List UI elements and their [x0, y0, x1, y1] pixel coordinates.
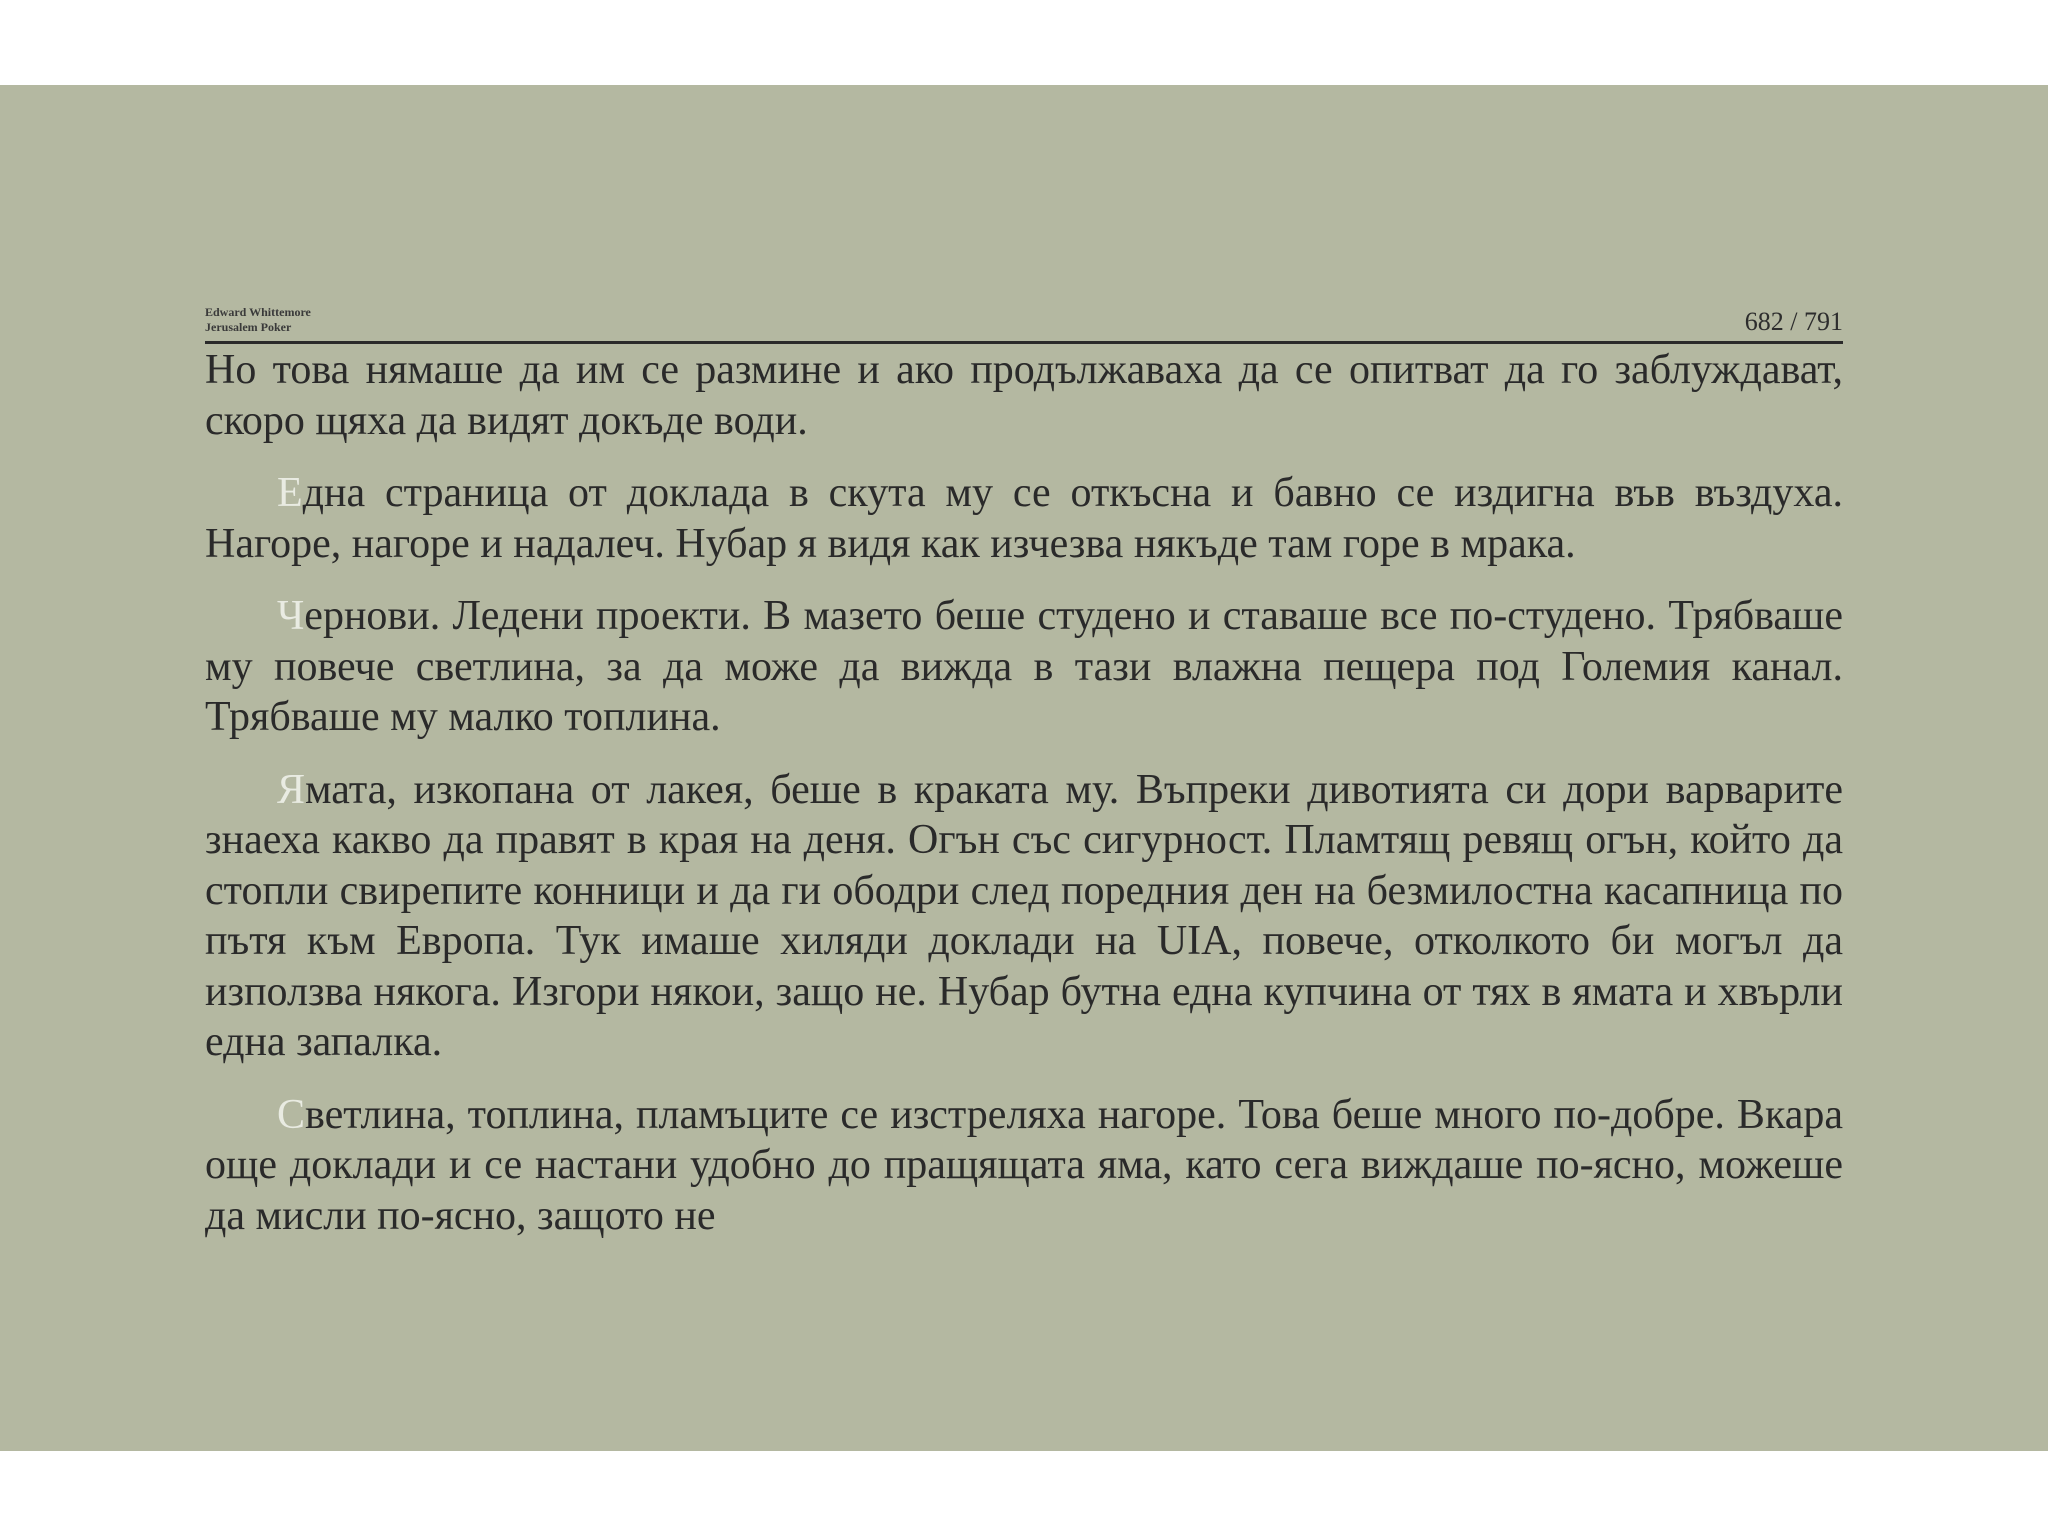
reader-page[interactable] [0, 85, 2048, 1451]
text-body [205, 345, 1843, 1263]
paragraph [205, 468, 1843, 569]
paragraph-text: ветлина, топлина, пламъците се изстреляха нагоре. Това беше много по-добре. Вкара още доклади и се настани удобно до пращящата яма, като сега виждаше по-ясно, можеше да мисли по-ясно, защото не [205, 1091, 1843, 1239]
book-title: Jerusalem Poker [205, 320, 292, 334]
paragraph-initial: С [277, 1091, 306, 1138]
page-header [205, 220, 1843, 344]
paragraph-text: мата, изкопана от лакея, беше в краката му. Въпреки дивотията си дори варварите знаеха какво да правят в края на деня. Огън със сигурност. Пламтящ ревящ огън, който да стопли свирепите конници и да ги ободри след поредния ден на безмилостна касапница по пътя към Европа. Тук имаше хиляди доклади на UIA, повече, отколкото би могъл да използва някога. Изгори някои, защо не. Нубар бутна една купчина от тях в ямата и хвърли една запалка. [205, 766, 1843, 1065]
paragraph-text: ернови. Ледени проекти. В мазето беше студено и ставаше все по-студено. Трябваше му повече светлина, за да може да вижда в тази влажна пещера под Големия канал. Трябваше му малко топлина. [205, 593, 1843, 740]
paragraph-initial: Я [277, 766, 306, 813]
paragraph-text: Но това нямаше да им се размине и ако продължаваха да се опитват да го заблуждават, скоро щяха да видят докъде води. [205, 347, 1843, 444]
paragraph-text: дна страница от доклада в скута му се откъсна и бавно се издигна във въздуха. Нагоре, нагоре и надалеч. Нубар я видя как изчезва някъде там горе в мрака. [205, 470, 1843, 567]
paragraph [205, 765, 1843, 1068]
paragraph-initial: Ч [277, 593, 305, 639]
paragraph [205, 345, 1843, 446]
paragraph-initial: Е [277, 470, 303, 516]
page-indicator: 682 / 791 [1744, 307, 1843, 336]
author-name: Edward Whittemore [205, 305, 311, 319]
paragraph [205, 591, 1843, 743]
paragraph [205, 1090, 1843, 1242]
book-info [205, 305, 311, 335]
